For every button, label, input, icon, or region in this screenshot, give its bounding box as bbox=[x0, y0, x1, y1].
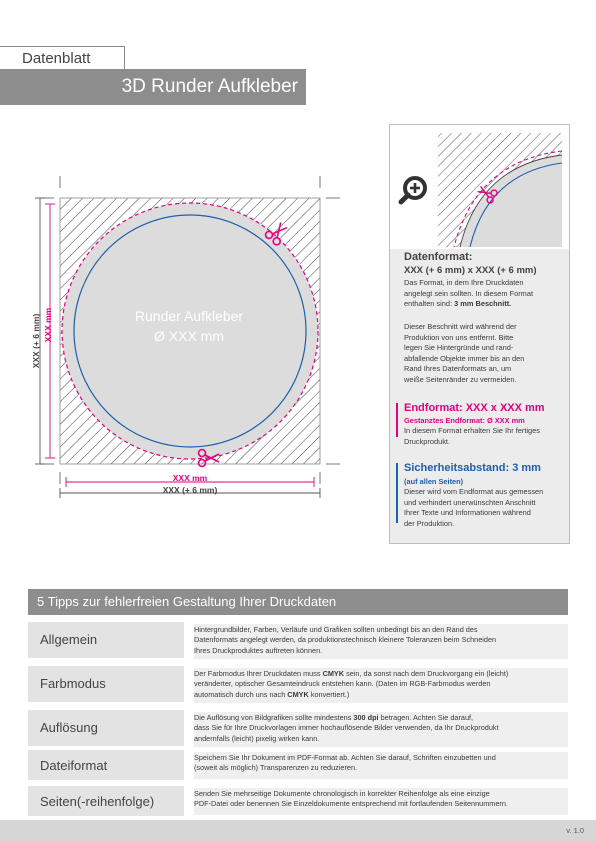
safe-text-line: Ihrer Texte und Informationen während bbox=[404, 508, 531, 518]
tip-line: Datenformats angelegt werden, da produktionstechnisch kleinere Toleranzen beim Schneiden bbox=[194, 635, 497, 645]
tip-bold: CMYK bbox=[322, 669, 345, 678]
tips-header bbox=[28, 589, 568, 615]
safe-heading: Sicherheitsabstand: 3 mm bbox=[404, 462, 541, 474]
bleed-text-line: Rand Ihres Datenformats an, um bbox=[404, 364, 512, 374]
tip-line bbox=[194, 690, 568, 700]
tip-label-box bbox=[28, 750, 184, 780]
safe-text bbox=[404, 487, 568, 529]
format-text-line: Das Format, in dem Ihre Druckdaten bbox=[404, 278, 524, 287]
tip-text: Der Farbmodus Ihrer Druckdaten muss bbox=[194, 669, 323, 678]
bleed-text-line: abfallende Objekte immer bis an den bbox=[404, 353, 525, 363]
zoom-detail-graphic bbox=[390, 125, 569, 249]
circle-size: Ø XXX mm bbox=[153, 328, 224, 344]
format-size: XXX (+ 6 mm) x XXX (+ 6 mm) bbox=[404, 265, 537, 276]
tip-text: sein, da sonst nach dem Druckvorgang ein (leicht) bbox=[344, 669, 509, 678]
bleed-text bbox=[404, 322, 564, 386]
end-text bbox=[404, 426, 564, 447]
tip-bold: CMYK bbox=[287, 689, 309, 699]
version-label: v. 1.0 bbox=[566, 826, 584, 835]
format-text-part: enthalten sind: bbox=[404, 299, 455, 309]
tip-text: betragen. Achten Sie darauf, bbox=[378, 713, 474, 722]
tip-bold: 300 dpi bbox=[353, 713, 379, 722]
tip-line: Senden Sie mehrseitige Dokumente chronologisch in korrekter Reihenfolge als eine einzige bbox=[194, 789, 490, 798]
page-title: 3D Runder Aufkleber bbox=[121, 76, 298, 97]
safe-marker bbox=[396, 463, 398, 523]
circle-title: Runder Aufkleber bbox=[134, 308, 244, 324]
tip-label-box bbox=[28, 622, 184, 658]
tip-line bbox=[194, 669, 568, 679]
tip-label: Auflösung bbox=[40, 720, 98, 735]
tip-line: Ihres Druckproduktes auftreten können. bbox=[194, 645, 323, 655]
tip-line: andernfalls (leicht) pixelig wirken kann. bbox=[194, 733, 320, 743]
tip-label: Seiten(-reihenfolge) bbox=[40, 794, 155, 809]
format-heading: Datenformat: bbox=[404, 251, 473, 263]
datasheet-tab-label: Datenblatt bbox=[22, 50, 91, 67]
format-text-line: angelegt sein sollten. In diesem Format bbox=[404, 288, 533, 298]
dim-final-h-label: XXX mm bbox=[172, 473, 208, 483]
format-text-bold: 3 mm Beschnitt. bbox=[454, 299, 512, 309]
format-text bbox=[404, 278, 564, 310]
tip-row-farbmodus bbox=[28, 666, 568, 702]
tip-row-aufloesung bbox=[28, 710, 568, 746]
tip-label-box bbox=[28, 786, 184, 816]
tip-row-seiten bbox=[28, 786, 568, 816]
format-text-line bbox=[404, 299, 564, 310]
tip-line: dass Sie für Ihre Druckvorlagen immer hochauflösende Bilder verwenden, da Ihr Druckprodukt bbox=[194, 723, 499, 733]
title-bar bbox=[0, 69, 306, 105]
safe-text-line: Dieser wird vom Endformat aus gemessen bbox=[404, 487, 544, 496]
tip-line: Speichern Sie Ihr Dokument im PDF-Format ab. Achten Sie darauf, Schriften einzubetten und bbox=[194, 753, 496, 762]
tip-description bbox=[194, 788, 568, 815]
zoom-detail bbox=[390, 125, 569, 249]
tip-line: (soweit als möglich) Transparenzen zu reduzieren. bbox=[194, 763, 358, 773]
footer-bar bbox=[0, 820, 596, 842]
tips-heading: 5 Tipps zur fehlerfreien Gestaltung Ihrer Druckdaten bbox=[37, 594, 337, 609]
end-text-line: In diesem Format erhalten Sie Ihr fertiges bbox=[404, 426, 540, 435]
tip-line bbox=[194, 713, 568, 723]
zoom-icon bbox=[401, 178, 425, 202]
tip-description bbox=[194, 752, 568, 779]
tip-line: veränderter, optischer Gesamteindruck entstehen kann. (Daten im RGB-Farbmodus werden bbox=[194, 679, 491, 689]
bleed-text-line: Produktion von uns entfernt. Bitte bbox=[404, 332, 514, 342]
dim-bleed-h-label: XXX (+ 6 mm) bbox=[162, 485, 218, 495]
tip-text: automatisch durch uns nach bbox=[194, 689, 288, 699]
tip-row-dateiformat bbox=[28, 750, 568, 780]
tip-line: PDF-Datei oder benennen Sie Einzeldokumente entsprechend mit fortlaufenden Seitennummern. bbox=[194, 799, 508, 809]
bleed-text-line: Dieser Beschnitt wird während der bbox=[404, 322, 517, 331]
datasheet-tab bbox=[0, 46, 125, 71]
tip-text: konvertiert.) bbox=[308, 689, 350, 699]
tip-row-allgemein bbox=[28, 622, 568, 658]
bleed-text-line: legen Sie Hintergründe und rand- bbox=[404, 343, 514, 353]
info-panel bbox=[389, 124, 570, 544]
tip-label: Farbmodus bbox=[40, 676, 106, 691]
end-heading: Endformat: XXX x XXX mm bbox=[404, 402, 545, 414]
safe-text-line: und verhindert unerwünschten Anschnitt bbox=[404, 497, 536, 507]
tip-description bbox=[194, 668, 568, 703]
dim-final-v-label: XXX mm bbox=[43, 307, 53, 343]
tip-label: Allgemein bbox=[40, 632, 98, 647]
tip-line: Hintergrundbilder, Farben, Verläufe und Grafiken sollten unbedingt bis an den Rand des bbox=[194, 625, 478, 634]
end-sub: Gestanztes Endformat: Ø XXX mm bbox=[404, 416, 525, 425]
end-marker bbox=[396, 403, 398, 437]
bleed-text-line: weiße Seitenränder zu vermeiden. bbox=[404, 374, 517, 384]
tip-text: Die Auflösung von Bildgrafiken sollte mindestens bbox=[194, 713, 354, 722]
end-text-line: Druckprodukt. bbox=[404, 436, 451, 446]
tip-description bbox=[194, 712, 568, 747]
tip-description bbox=[194, 624, 568, 659]
safe-text-line: der Produktion. bbox=[404, 518, 455, 528]
tip-label: Dateiformat bbox=[40, 758, 108, 773]
tip-label-box bbox=[28, 666, 184, 702]
safe-sub: (auf allen Seiten) bbox=[404, 477, 464, 486]
dim-bleed-v-label: XXX (+ 6 mm) bbox=[31, 313, 41, 369]
tip-label-box bbox=[28, 710, 184, 746]
